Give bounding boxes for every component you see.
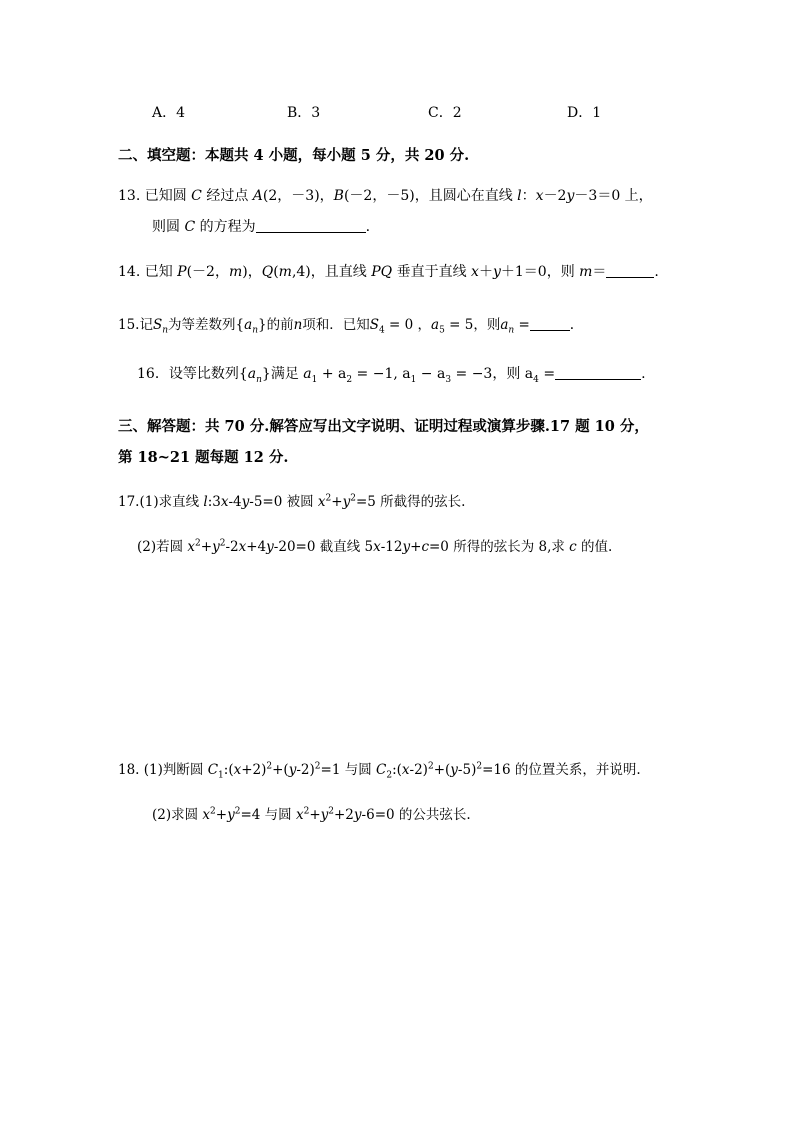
question-17-part-1: 17.(1)求直线 l:3x-4y-5=0 被圆 $x^2+y^2=5$ 所截得的弦长. [118, 493, 466, 510]
question-13-line-2: 则圆 C 的方程为 . [152, 219, 371, 235]
answer-blank-14[interactable] [606, 263, 654, 278]
answer-blank-13[interactable] [256, 218, 366, 233]
question-14: 14. 已知 P(－2，m)，Q(m,4)，且直线 PQ 垂直于直线 x＋y＋1＝0，则 m＝ . [118, 264, 659, 280]
answer-blank-16[interactable] [555, 365, 641, 380]
answer-blank-15[interactable] [530, 316, 570, 331]
option-b: B．3 [287, 105, 321, 121]
option-d: D．1 [567, 105, 602, 121]
question-18-part-2: (2)求圆 $x^2+y^2=4$ 与圆 $x^2+y^2+2y-6=0$ 的公共弦长. [152, 806, 471, 823]
section-3-heading-line-1: 三、解答题：共 70 分.解答应写出文字说明、证明过程或演算步骤.17 题 10 分， [118, 418, 649, 435]
option-a: A．4 [152, 105, 186, 121]
question-17-part-2: (2)若圆 $x^2+y^2-2x+4y-20=0$ 截直线 5x-12y+c=0 所得的弦长为 8,求 c 的值. [137, 538, 613, 555]
question-18-part-1: 18. (1)判断圆 $C_1:(x+2)^2+(y-2)^2=1$ 与圆 $C_2:(x-2)^2+(y-5)^2=16$ 的位置关系，并说明. [118, 761, 641, 781]
question-16: 16．设等比数列$\{a_n\}$满足 $a_1 + a_2 = -1$, $a_1 - a_3 = -3$，则 $a_4$ = . [137, 366, 646, 385]
option-c: C．2 [428, 105, 462, 121]
section-2-heading: 二、填空题：本题共 4 小题，每小题 5 分，共 20 分. [118, 147, 470, 164]
question-13-line-1: 13. 已知圆 C 经过点 A(2，－3)，B(－2，－5)，且圆心在直线 l：x－2y－3＝0 上， [118, 188, 653, 204]
section-3-heading-line-2: 第 18~21 题每题 12 分. [118, 449, 289, 466]
question-15: 15.记$S_n$为等差数列$\{a_n\}$的前n项和．已知$S_4 = 0$ ，$a_5 = 5$，则$a_n$ = . [118, 317, 575, 336]
